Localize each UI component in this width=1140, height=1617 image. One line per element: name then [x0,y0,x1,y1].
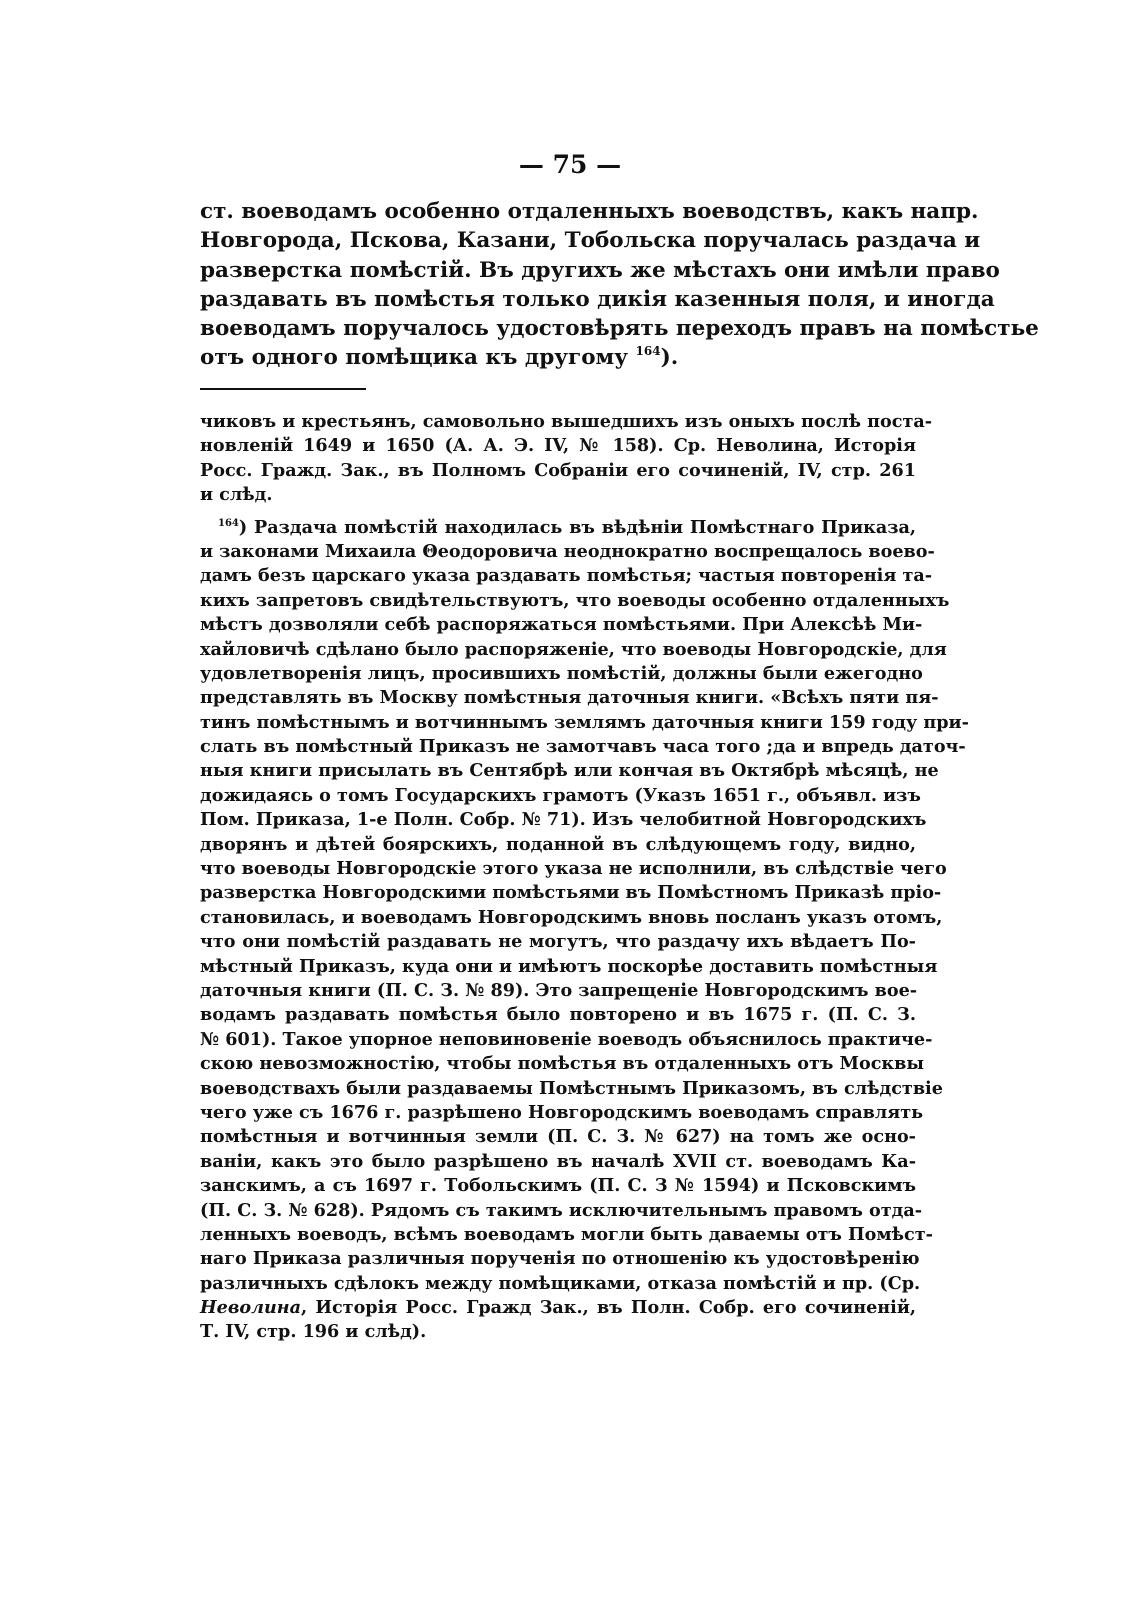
footnote-164-line: слать въ помѣстный Приказъ не замотчавъ часа того ;да и впредь даточ- [200,736,966,758]
footnote-164-line: воеводствахъ были раздаваемы Помѣстнымъ Приказомъ, въ слѣдствіе [200,1077,943,1099]
footnote-164-line: что воеводы Новгородскіе этого указа не исполнили, въ слѣдствіе чего [200,858,947,880]
footnote-164-line: № 601). Такое упорное неповиновеніе воеводъ объяснилось практиче- [200,1028,933,1050]
footnote-164-line: различныхъ сдѣлокъ между помѣщиками, отказа помѣстій и пр. (Ср. [200,1272,921,1294]
author-name-italic: Неволина [200,1297,302,1319]
footnote-164-line: дворянъ и дѣтей боярскихъ, поданной въ слѣдующемъ году, видно, [200,833,916,855]
footnote-164-line: чего уже съ 1676 г. разрѣшено Новгородскимъ воеводамъ справлять [200,1101,924,1123]
footnote-164-line: даточныя книги (П. С. З. № 89). Это запрещеніе Новгородскимъ вое- [200,979,918,1001]
main-line: Новгорода, Пскова, Казани, Тобольска поручалась раздача и [200,228,981,254]
main-line: разверстка помѣстій. Въ другихъ же мѣстахъ они имѣли право [200,257,1000,283]
footnote-164-line: мѣстный Приказъ, куда они и имѣютъ поскорѣе доставить помѣстныя [200,955,938,977]
footnote-164-line: что они помѣстій раздавать не могутъ, что раздачу ихъ вѣдаетъ По- [200,931,916,953]
footnote-164-line: скою невозможностію, чтобы помѣстья въ отдаленныхъ отъ Москвы [200,1053,924,1075]
main-last-end: ). [660,345,679,371]
main-line: воеводамъ поручалось удостовѣрять переходъ правъ на помѣстье [200,316,1039,342]
main-line: ст. воеводамъ особенно отдаленныхъ воеводствъ, какъ напр. [200,199,979,224]
footnote-separator [200,388,366,390]
footnote-164-line: (П. С. З. № 628). Рядомъ съ такимъ исключительнымъ правомъ отда- [200,1199,923,1221]
footnote-164-line: и законами Михаила Θеодоровича неоднократно воспрещалось воево- [200,540,935,562]
footnote-164-line: ваніи, какъ это было разрѣшено въ началѣ XVII ст. воеводамъ Ка- [200,1150,916,1172]
footnote-cont-line: Росс. Гражд. Зак., въ Полномъ Собраніи его сочиненій, IV, стр. 261 [200,459,916,481]
footnotes [200,410,969,1345]
footnote-reference: 164 [635,344,661,359]
footnote-cont-line: чиковъ и крестьянъ, самовольно вышедшихъ изъ оныхъ послѣ поста- [200,411,933,432]
footnote-cont-line: новленій 1649 и 1650 (А. А. Э. IV, № 158). Ср. Неволина, Исторія [200,435,916,457]
footnote-164-line: дамъ безъ царскаго указа раздавать помѣстья; частыя повторенія та- [200,565,933,587]
footnote-164-line: Пом. Приказа, 1-е Полн. Собр. № 71). Изъ челобитной Новгородскихъ [200,809,927,831]
footnote-164-line: представлять въ Москву помѣстныя даточныя книги. «Всѣхъ пяти пя- [200,687,939,709]
footnote-164-italic-rest: , Исторія Росс. Гражд Зак., въ Полн. Собр. его сочиненій, [301,1297,916,1319]
main-line: раздавать въ помѣстья только дикія казенныя поля, и иногда [200,286,995,312]
footnote-164-line: разверстка Новгородскими помѣстьями въ Помѣстномъ Приказѣ пріо- [200,882,942,904]
footnote-164-line: хайловичѣ сдѣлано было распоряженіе, что воеводы Новгородскіе, для [200,638,947,660]
footnote-164-first-text: ) Раздача помѣстій находилась въ вѣдѣніи Помѣстнаго Приказа, [238,516,916,538]
footnote-164-line: ленныхъ воеводъ, всѣмъ воеводамъ могли быть даваемы отъ Помѣст- [200,1223,933,1245]
footnote-164-line: занскимъ, а съ 1697 г. Тобольскимъ (П. С. З № 1594) и Псковскимъ [200,1175,916,1197]
footnote-164-line: кихъ запретовъ свидѣтельствуютъ, что воеводы особенно отдаленныхъ [200,589,950,611]
footnote-164-line: ныя книги присылать въ Сентябрѣ или кончая въ Октябрѣ мѣсяцѣ, не [200,760,939,782]
footnote-164-line: помѣстныя и вотчинныя земли (П. С. З. № 627) на томъ же осно- [200,1126,916,1148]
footnote-gap [200,508,916,516]
footnote-164-line: становилась, и воеводамъ Новгородскимъ вновь посланъ указъ отомъ, [200,906,943,928]
footnote-cont-line: и слѣд. [200,484,273,506]
footnote-164-italic-line [200,1296,916,1320]
footnote-164-first-line [200,516,916,540]
page-number: — 75 — [518,150,622,179]
footnote-164-line: тинъ помѣстнымъ и вотчиннымъ землямъ даточныя книги 159 году при- [200,711,969,733]
footnote-164-line: мѣстъ дозволяли себѣ распоряжаться помѣстьями. При Алексѣѣ Ми- [200,614,923,636]
footnote-164-line: удовлетворенія лицъ, просившихъ помѣстій, должны были ежегодно [200,662,923,684]
footnote-164-line: наго Приказа различныя порученія по отношенію къ удостовѣренію [200,1248,920,1270]
main-line-last [200,343,916,372]
main-paragraph [200,197,1039,373]
footnote-164-line: водамъ раздавать помѣстья было повторено и въ 1675 г. (П. С. З. [200,1004,916,1026]
footnote-164-line: дожидаясь о томъ Государскихъ грамотъ (Указъ 1651 г., объявл. изъ [200,784,921,806]
footnote-marker: 164 [218,517,239,529]
footnote-164-last-line: Т. IV, стр. 196 и слѣд). [200,1321,427,1343]
main-last-text: отъ одного помѣщика къ другому [200,345,628,371]
